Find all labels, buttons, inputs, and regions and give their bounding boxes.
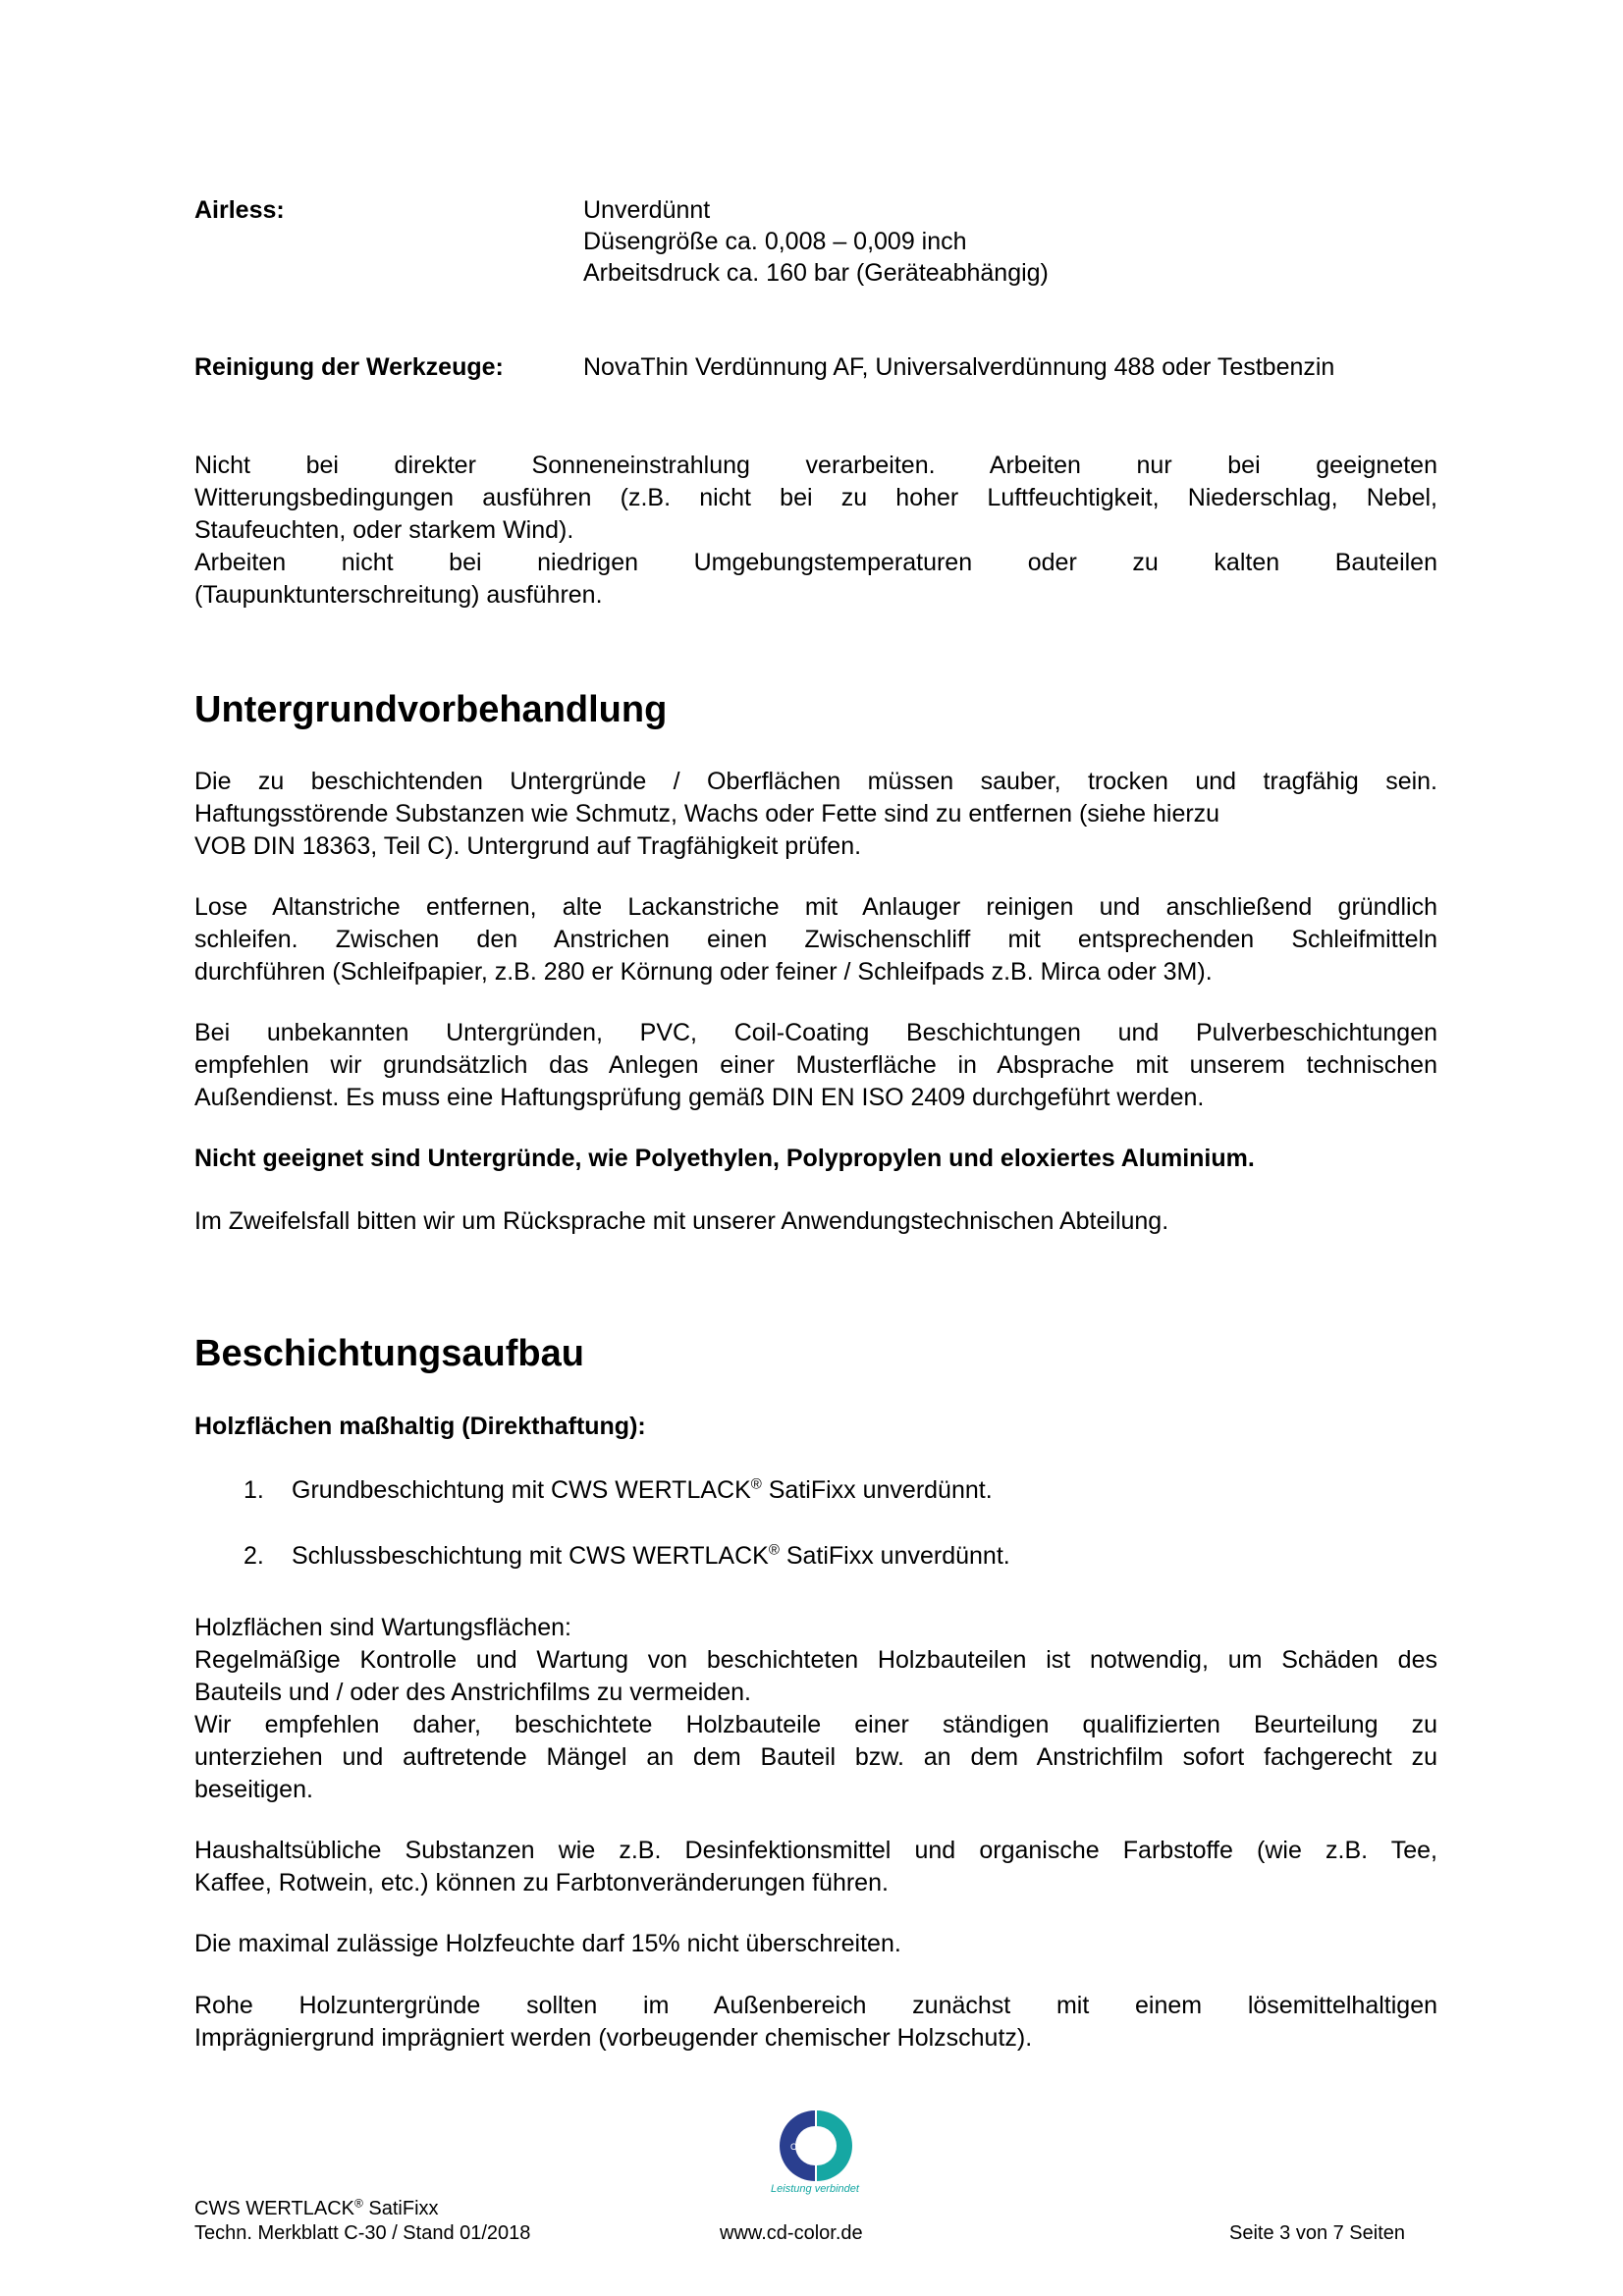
s2-p4-line-1: Rohe Holzuntergründe sollten im Außenbereich zunächst mit einem lösemittelhaltigen — [194, 1992, 1437, 2019]
s1-p1-line-1: Die zu beschichtenden Untergründe / Oberflächen müssen sauber, trocken und tragfähig sein. — [194, 768, 1437, 795]
s1-p2-line-3: durchführen (Schleifpapier, z.B. 280 er Körnung oder feiner / Schleifpads z.B. Mirca oder 3M). — [194, 958, 1213, 986]
airless-label: Airless: — [194, 196, 285, 224]
logo-tagline: Leistung verbindet — [771, 2183, 859, 2195]
footer-page-number: Seite 3 von 7 Seiten — [1229, 2222, 1406, 2244]
cd-color-logo — [756, 2103, 874, 2201]
cleaning-value: NovaThin Verdünnung AF, Universalverdünnung 488 oder Testbenzin — [583, 353, 1335, 381]
s1-p3-line-1: Bei unbekannten Untergründen, PVC, Coil-Coating Beschichtungen und Pulverbeschichtungen — [194, 1019, 1437, 1046]
s1-p1-line-2: Haftungsstörende Substanzen wie Schmutz, Wachs oder Fette sind zu entfernen (siehe hierzu — [194, 800, 1220, 828]
logo-letters: COLOR — [790, 2142, 838, 2152]
footer-doc: Techn. Merkblatt C-30 / Stand 01/2018 — [194, 2222, 531, 2244]
s1-p2-line-1: Lose Altanstriche entfernen, alte Lackanstriche mit Anlauger reinigen und anschließend gründlich — [194, 893, 1437, 921]
footer-product: CWS WERTLACK® SatiFixx — [194, 2196, 439, 2219]
list-item — [0, 1540, 1623, 1573]
s2-p3: Die maximal zulässige Holzfeuchte darf 15% nicht überschreiten. — [194, 1930, 901, 1957]
s2-p1-line-5: unterziehen und auftretende Mängel an dem Bauteil bzw. an dem Anstrichfilm sofort fachgerecht zu — [194, 1743, 1437, 1771]
s1-p3-line-2: empfehlen wir grundsätzlich das Anlegen einer Musterfläche in Absprache mit unserem technischen — [194, 1051, 1437, 1079]
list-text: Schlussbeschichtung mit CWS WERTLACK® SatiFixx unverdünnt. — [292, 1541, 1010, 1570]
airless-line-1: Unverdünnt — [583, 196, 711, 224]
airless-line-3: Arbeitsdruck ca. 160 bar (Geräteabhängig) — [583, 259, 1049, 287]
s2-p1-line-6: beseitigen. — [194, 1776, 313, 1803]
section-heading-beschichtung: Beschichtungsaufbau — [194, 1333, 584, 1374]
weather-line-4: Arbeiten nicht bei niedrigen Umgebungstemperaturen oder zu kalten Bauteilen — [194, 549, 1437, 576]
weather-line-3: Staufeuchten, oder starkem Wind). — [194, 516, 574, 544]
weather-line-2: Witterungsbedingungen ausführen (z.B. nicht bei zu hoher Luftfeuchtigkeit, Niederschlag, Nebel, — [194, 484, 1437, 511]
s2-p1-line-4: Wir empfehlen daher, beschichtete Holzbauteile einer ständigen qualifizierten Beurteilung zu — [194, 1711, 1437, 1738]
s1-warning: Nicht geeignet sind Untergründe, wie Polyethylen, Polypropylen und eloxiertes Aluminium. — [194, 1145, 1255, 1172]
list-text: Grundbeschichtung mit CWS WERTLACK® SatiFixx unverdünnt. — [292, 1475, 993, 1504]
s2-p1-line-3: Bauteils und / oder des Anstrichfilms zu vermeiden. — [194, 1679, 751, 1706]
s2-p1-line-1: Holzflächen sind Wartungsflächen: — [194, 1614, 571, 1641]
s1-p3-line-3: Außendienst. Es muss eine Haftungsprüfung gemäß DIN EN ISO 2409 durchgeführt werden. — [194, 1084, 1205, 1111]
airless-line-2: Düsengröße ca. 0,008 – 0,009 inch — [583, 228, 967, 255]
s2-p1-line-2: Regelmäßige Kontrolle und Wartung von beschichteten Holzbauteilen ist notwendig, um Schäden des — [194, 1646, 1437, 1674]
footer-website[interactable]: www.cd-color.de — [720, 2222, 863, 2244]
s1-p2-line-2: schleifen. Zwischen den Anstrichen einen Zwischenschliff mit entsprechenden Schleifmitteln — [194, 926, 1437, 953]
s1-p1-line-3: VOB DIN 18363, Teil C). Untergrund auf Tragfähigkeit prüfen. — [194, 832, 862, 860]
weather-line-1: Nicht bei direkter Sonneneinstrahlung verarbeiten. Arbeiten nur bei geeigneten — [194, 452, 1437, 479]
s2-p4-line-2: Imprägniergrund imprägniert werden (vorbeugender chemischer Holzschutz). — [194, 2024, 1033, 2052]
list-item — [0, 1474, 1623, 1507]
weather-line-5: (Taupunktunterschreitung) ausführen. — [194, 581, 603, 609]
s2-p2-line-2: Kaffee, Rotwein, etc.) können zu Farbtonveränderungen führen. — [194, 1869, 889, 1896]
s1-note: Im Zweifelsfall bitten wir um Rücksprache mit unserer Anwendungstechnischen Abteilung. — [194, 1207, 1169, 1235]
s2-p2-line-1: Haushaltsübliche Substanzen wie z.B. Desinfektionsmittel und organische Farbstoffe (wie z.B. Tee, — [194, 1837, 1437, 1864]
section-heading-untergrund: Untergrundvorbehandlung — [194, 689, 668, 730]
cleaning-label: Reinigung der Werkzeuge: — [194, 353, 504, 381]
s2-subheading: Holzflächen maßhaltig (Direkthaftung): — [194, 1413, 646, 1440]
list-number: 2. — [243, 1542, 264, 1570]
list-number: 1. — [243, 1476, 264, 1504]
